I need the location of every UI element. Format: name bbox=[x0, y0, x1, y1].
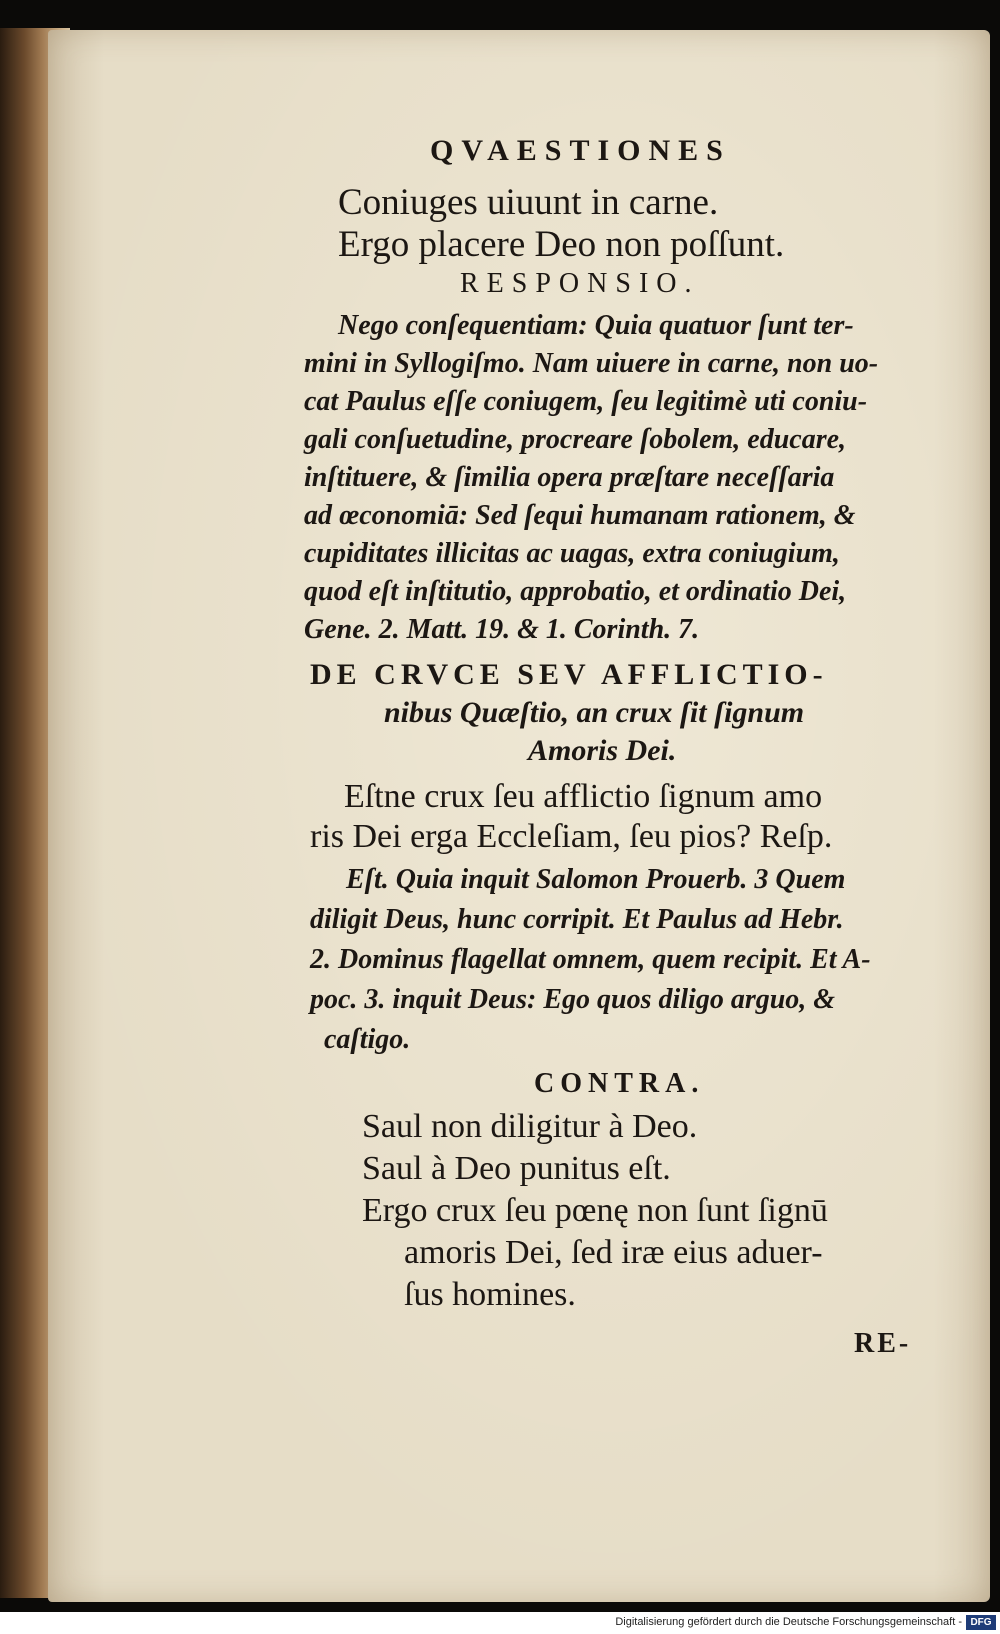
answer-line-5: caſtigo. bbox=[324, 1024, 411, 1055]
catchword: RE- bbox=[854, 1328, 912, 1359]
dfg-logo: DFG bbox=[966, 1615, 996, 1630]
contra-line-2: Saul à Deo punitus eſt. bbox=[362, 1150, 671, 1187]
responsio-line-8: quod eſt inſtitutio, approbatio, et ordinatio Dei, bbox=[304, 576, 847, 607]
question-line-1: Eſtne crux ſeu afflictio ſignum amo bbox=[344, 778, 823, 815]
responsio-line-1: Nego conſequentiam: Quia quatuor ſunt ter- bbox=[338, 310, 854, 341]
answer-line-3: 2. Dominus flagellat omnem, quem recipit. Et A- bbox=[310, 944, 871, 975]
section-heading-line-2: nibus Quæſtio, an crux ſit ſignum bbox=[384, 696, 805, 729]
contra-line-4: amoris Dei, ſed iræ eius aduer- bbox=[404, 1234, 823, 1271]
contra-line-1: Saul non diligitur à Deo. bbox=[362, 1108, 698, 1145]
answer-line-4: poc. 3. inquit Deus: Ego quos diligo arguo, & bbox=[310, 984, 836, 1015]
objection-line-2: Ergo placere Deo non poſſunt. bbox=[338, 224, 785, 265]
running-head: QVAESTIONES bbox=[430, 134, 731, 167]
contra-heading: CONTRA. bbox=[534, 1068, 705, 1099]
responsio-line-2: mini in Syllogiſmo. Nam uiuere in carne, non uo- bbox=[304, 348, 879, 379]
responsio-line-6: ad œconomiā: Sed ſequi humanam rationem, & bbox=[304, 500, 856, 531]
section-heading-line-3: Amoris Dei. bbox=[528, 734, 677, 767]
digitization-credit-bar bbox=[0, 1612, 1000, 1634]
question-line-2: ris Dei erga Eccleſiam, ſeu pios? Reſp. bbox=[310, 818, 833, 855]
objection-line-1: Coniuges uiuunt in carne. bbox=[338, 182, 719, 223]
responsio-line-4: gali conſuetudine, procreare ſobolem, educare, bbox=[304, 424, 847, 455]
responsio-heading: RESPONSIO. bbox=[460, 268, 700, 299]
responsio-line-7: cupiditates illicitas ac uagas, extra coniugium, bbox=[304, 538, 840, 569]
responsio-line-3: cat Paulus eſſe coniugem, ſeu legitimè uti coniu- bbox=[304, 386, 868, 417]
contra-line-3: Ergo crux ſeu pœnę non ſunt ſignū bbox=[362, 1192, 828, 1229]
funding-credit-text: Digitalisierung gefördert durch die Deutsche Forschungsgemeinschaft - bbox=[615, 1616, 962, 1628]
book-page bbox=[48, 30, 990, 1602]
section-heading-line-1: DE CRVCE SEV AFFLICTIO- bbox=[310, 658, 828, 691]
answer-line-1: Eſt. Quia inquit Salomon Prouerb. 3 Quem bbox=[346, 864, 846, 895]
responsio-line-5: inſtituere, & ſimilia opera præſtare neceſſaria bbox=[304, 462, 835, 493]
responsio-line-9: Gene. 2. Matt. 19. & 1. Corinth. 7. bbox=[304, 614, 700, 645]
contra-line-5: ſus homines. bbox=[404, 1276, 576, 1313]
answer-line-2: diligit Deus, hunc corripit. Et Paulus ad Hebr. bbox=[310, 904, 844, 935]
